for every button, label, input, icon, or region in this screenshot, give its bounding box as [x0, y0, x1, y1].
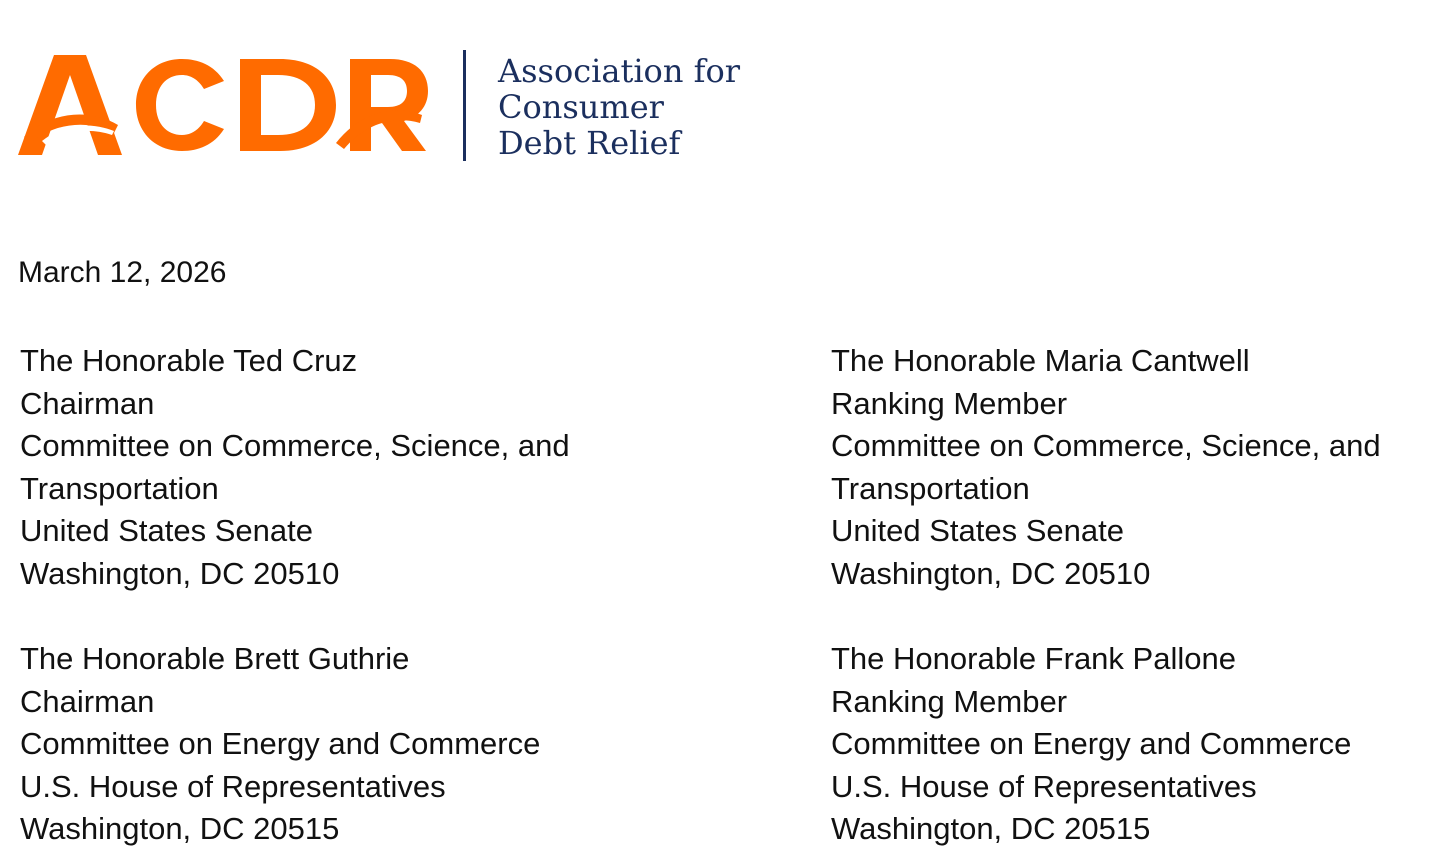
- org-name-line: Debt Relief: [498, 124, 681, 162]
- addressee-block: [20, 638, 540, 851]
- org-name-line: Consumer: [498, 88, 664, 126]
- addressee-title: Chairman: [20, 385, 155, 421]
- addressee-block: [831, 638, 1351, 851]
- addressee-name: The Honorable Ted Cruz: [20, 343, 358, 378]
- addressee-block: [831, 340, 1381, 596]
- addressee-committee-cont: Transportation: [831, 470, 1030, 506]
- addressee-city: Washington, DC 20515: [20, 811, 340, 847]
- addressee-chamber: United States Senate: [20, 513, 313, 549]
- letter-date: March 12, 2026: [18, 256, 227, 289]
- addressee-committee: Committee on Energy and Commerce: [20, 726, 541, 762]
- addressee-city: Washington, DC 20510: [20, 555, 340, 591]
- addressee-city: Washington, DC 20510: [831, 555, 1151, 591]
- addressee-city: Washington, DC 20515: [831, 811, 1151, 847]
- addressee-name: The Honorable Brett Guthrie: [20, 641, 410, 676]
- addressee-committee: Committee on Commerce, Science, and: [831, 428, 1381, 464]
- addressee-chamber: U.S. House of Representatives: [20, 768, 446, 804]
- addressee-block: [20, 340, 570, 596]
- addressee-name: The Honorable Frank Pallone: [831, 641, 1236, 676]
- addressee-chamber: United States Senate: [831, 513, 1124, 549]
- addressee-chamber: U.S. House of Representatives: [831, 768, 1257, 804]
- addressee-committee-cont: Transportation: [20, 470, 219, 506]
- org-name-line: Association for: [498, 52, 740, 90]
- organization-name: [498, 53, 740, 161]
- addressee-name: The Honorable Maria Cantwell: [831, 343, 1250, 378]
- addressee-title: Chairman: [20, 683, 155, 719]
- letterhead: [18, 45, 778, 165]
- acdr-logo: [18, 45, 438, 165]
- letterhead-divider: [463, 50, 466, 161]
- addressee-committee: Committee on Energy and Commerce: [831, 726, 1352, 762]
- addressee-committee: Committee on Commerce, Science, and: [20, 428, 570, 464]
- addressee-title: Ranking Member: [831, 683, 1068, 719]
- addressee-title: Ranking Member: [831, 385, 1068, 421]
